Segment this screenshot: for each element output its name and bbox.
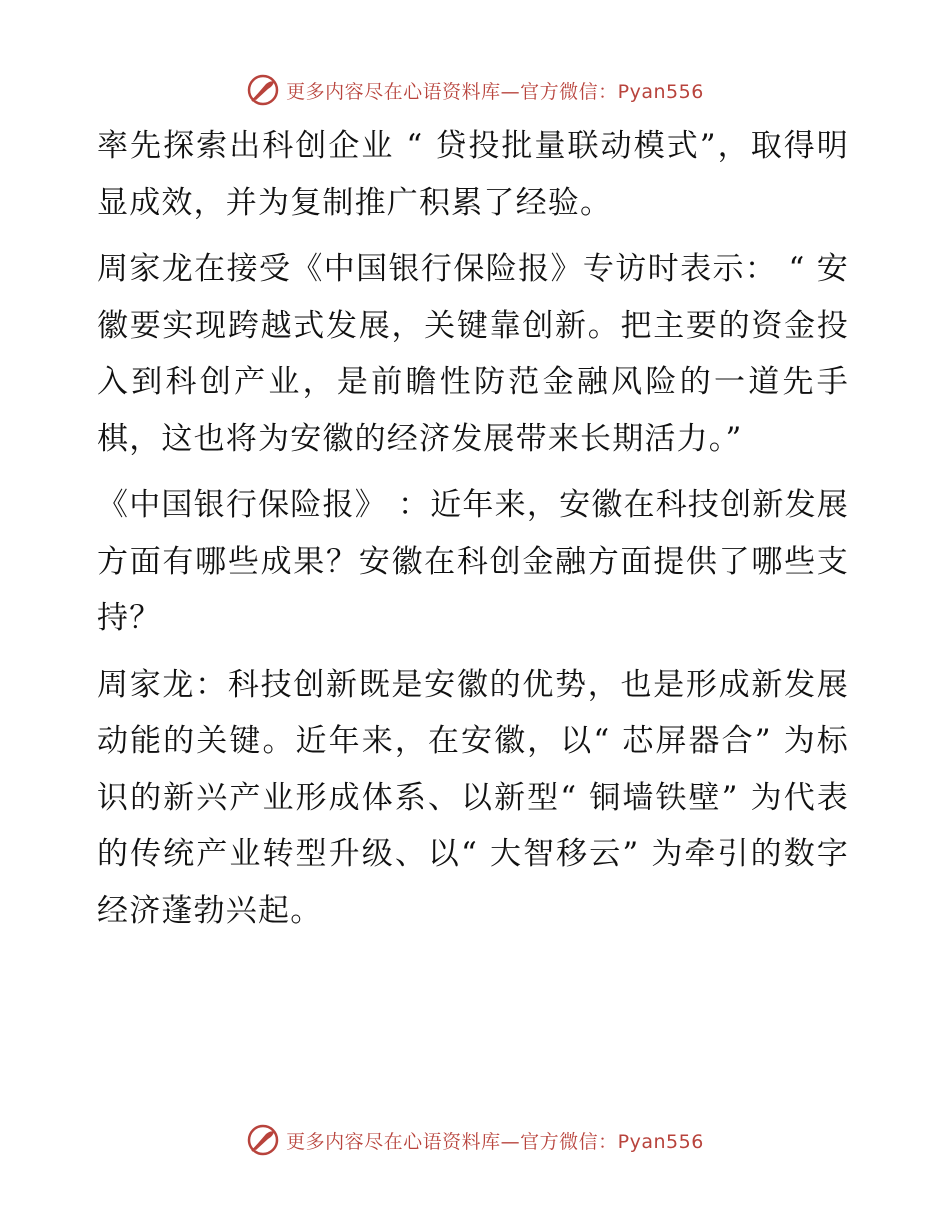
header-watermark-banner	[0, 70, 950, 110]
document-body	[97, 118, 849, 949]
paragraph-3: 《中国银行保险报》 ：近年来，安徽在科技创新发展方面有哪些成果？安徽在科创金融方面提供了哪些支持？	[97, 487, 849, 636]
paragraph-2: 周家龙在接受《中国银行保险报》专访时表示： “ 安徽要实现跨越式发展，关键靠创新。把主要的资金投入到科创产业，是前瞻性防范金融风险的一道先手棋，这也将为安徽的经济发展带来长期活力。”	[97, 251, 849, 457]
quill-logo-icon	[246, 73, 280, 107]
paragraph-1: 率先探索出科创企业 “ 贷投批量联动模式”，取得明显成效，并为复制推广积累了经验。	[97, 128, 849, 221]
paragraph-4: 周家龙：科技创新既是安徽的优势，也是形成新发展动能的关键。近年来，在安徽，以“ 芯屏器合” 为标识的新兴产业形成体系、以新型“ 铜墙铁壁” 为代表的传统产业转型升级、以“ 大智移云” 为牵引的数字经济蓬勃兴起。	[97, 666, 849, 929]
watermark-text: 更多内容尽在心语资料库—官方微信：Pyan556	[286, 1130, 704, 1153]
watermark-text: 更多内容尽在心语资料库—官方微信：Pyan556	[286, 80, 704, 103]
quill-logo-icon	[246, 1123, 280, 1157]
footer-watermark-banner	[0, 1120, 950, 1160]
